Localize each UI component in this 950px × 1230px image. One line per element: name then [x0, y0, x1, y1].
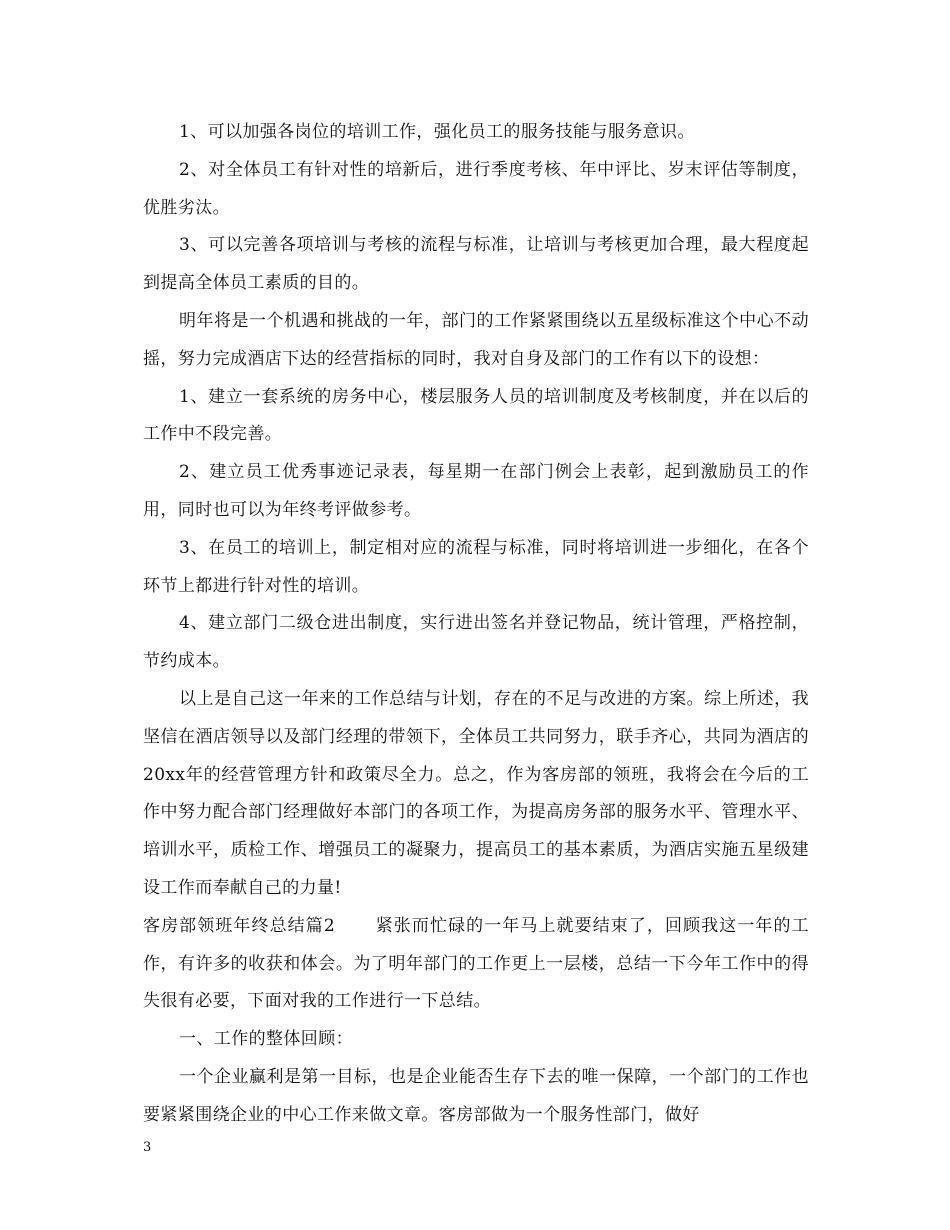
- body-text: [143, 114, 809, 1135]
- section-paragraph: [143, 908, 809, 1021]
- page-number: 3: [143, 1140, 152, 1155]
- paragraph: 3、可以完善各项培训与考核的流程与标准，让培训与考核更加合理，最大程度起到提高全体员工素质的目的。: [143, 235, 809, 294]
- paragraph: 2、对全体员工有针对性的培新后，进行季度考核、年中评比、岁末评估等制度，优胜劣汰。: [143, 159, 809, 218]
- paragraph: 一个企业赢利是第一目标，也是企业能否生存下去的唯一保障，一个部门的工作也要紧紧围绕企业的中心工作来做文章。客房部做为一个服务性部门，做好: [143, 1066, 809, 1125]
- paragraph: 明年将是一个机遇和挑战的一年，部门的工作紧紧围绕以五星级标准这个中心不动摇，努力完成酒店下达的经营指标的同时，我对自身及部门的工作有以下的设想：: [143, 310, 809, 369]
- paragraph: 1、建立一套系统的房务中心，楼层服务人员的培训制度及考核制度，并在以后的工作中不段完善。: [143, 386, 809, 445]
- paragraph: 以上是自己这一年来的工作总结与计划，存在的不足与改进的方案。综上所述，我坚信在酒店领导以及部门经理的带领下，全体员工共同努力，联手齐心，共同为酒店的20xx年的经营管理方针和政策尽全力。总之，作为客房部的领班，我将会在今后的工作中努力配合部门经理做好本部门的各项工作，为提高房务部的服务水平、管理水平、培训水平，质检工作、增强员工的凝聚力，提高员工的基本素质，为酒店实施五星级建设工作而奉献自己的力量!: [143, 688, 809, 898]
- paragraph: 2、建立员工优秀事迹记录表，每星期一在部门例会上表彰，起到激励员工的作用，同时也可以为年终考评做参考。: [143, 462, 809, 520]
- paragraph: 3、在员工的培训上，制定相对应的流程与标准，同时将培训进一步细化，在各个环节上都进行针对性的培训。: [143, 537, 809, 596]
- paragraph: 1、可以加强各岗位的培训工作，强化员工的服务技能与服务意识。: [179, 122, 695, 142]
- subheading: 一、工作的整体回顾：: [179, 1029, 353, 1050]
- section-text: 紧张而忙碌的一年马上就要结束了，回顾我这一年的工作，有许多的收获和体会。为了明年部门的工作更上一层楼，总结一下今年工作中的得失很有必要，下面对我的工作进行一下总结。: [143, 915, 809, 1012]
- paragraph: 4、建立部门二级仓进出制度，实行进出签名并登记物品，统计管理，严格控制，节约成本。: [143, 613, 809, 672]
- section-heading: 客房部领班年终总结篇2: [143, 915, 336, 936]
